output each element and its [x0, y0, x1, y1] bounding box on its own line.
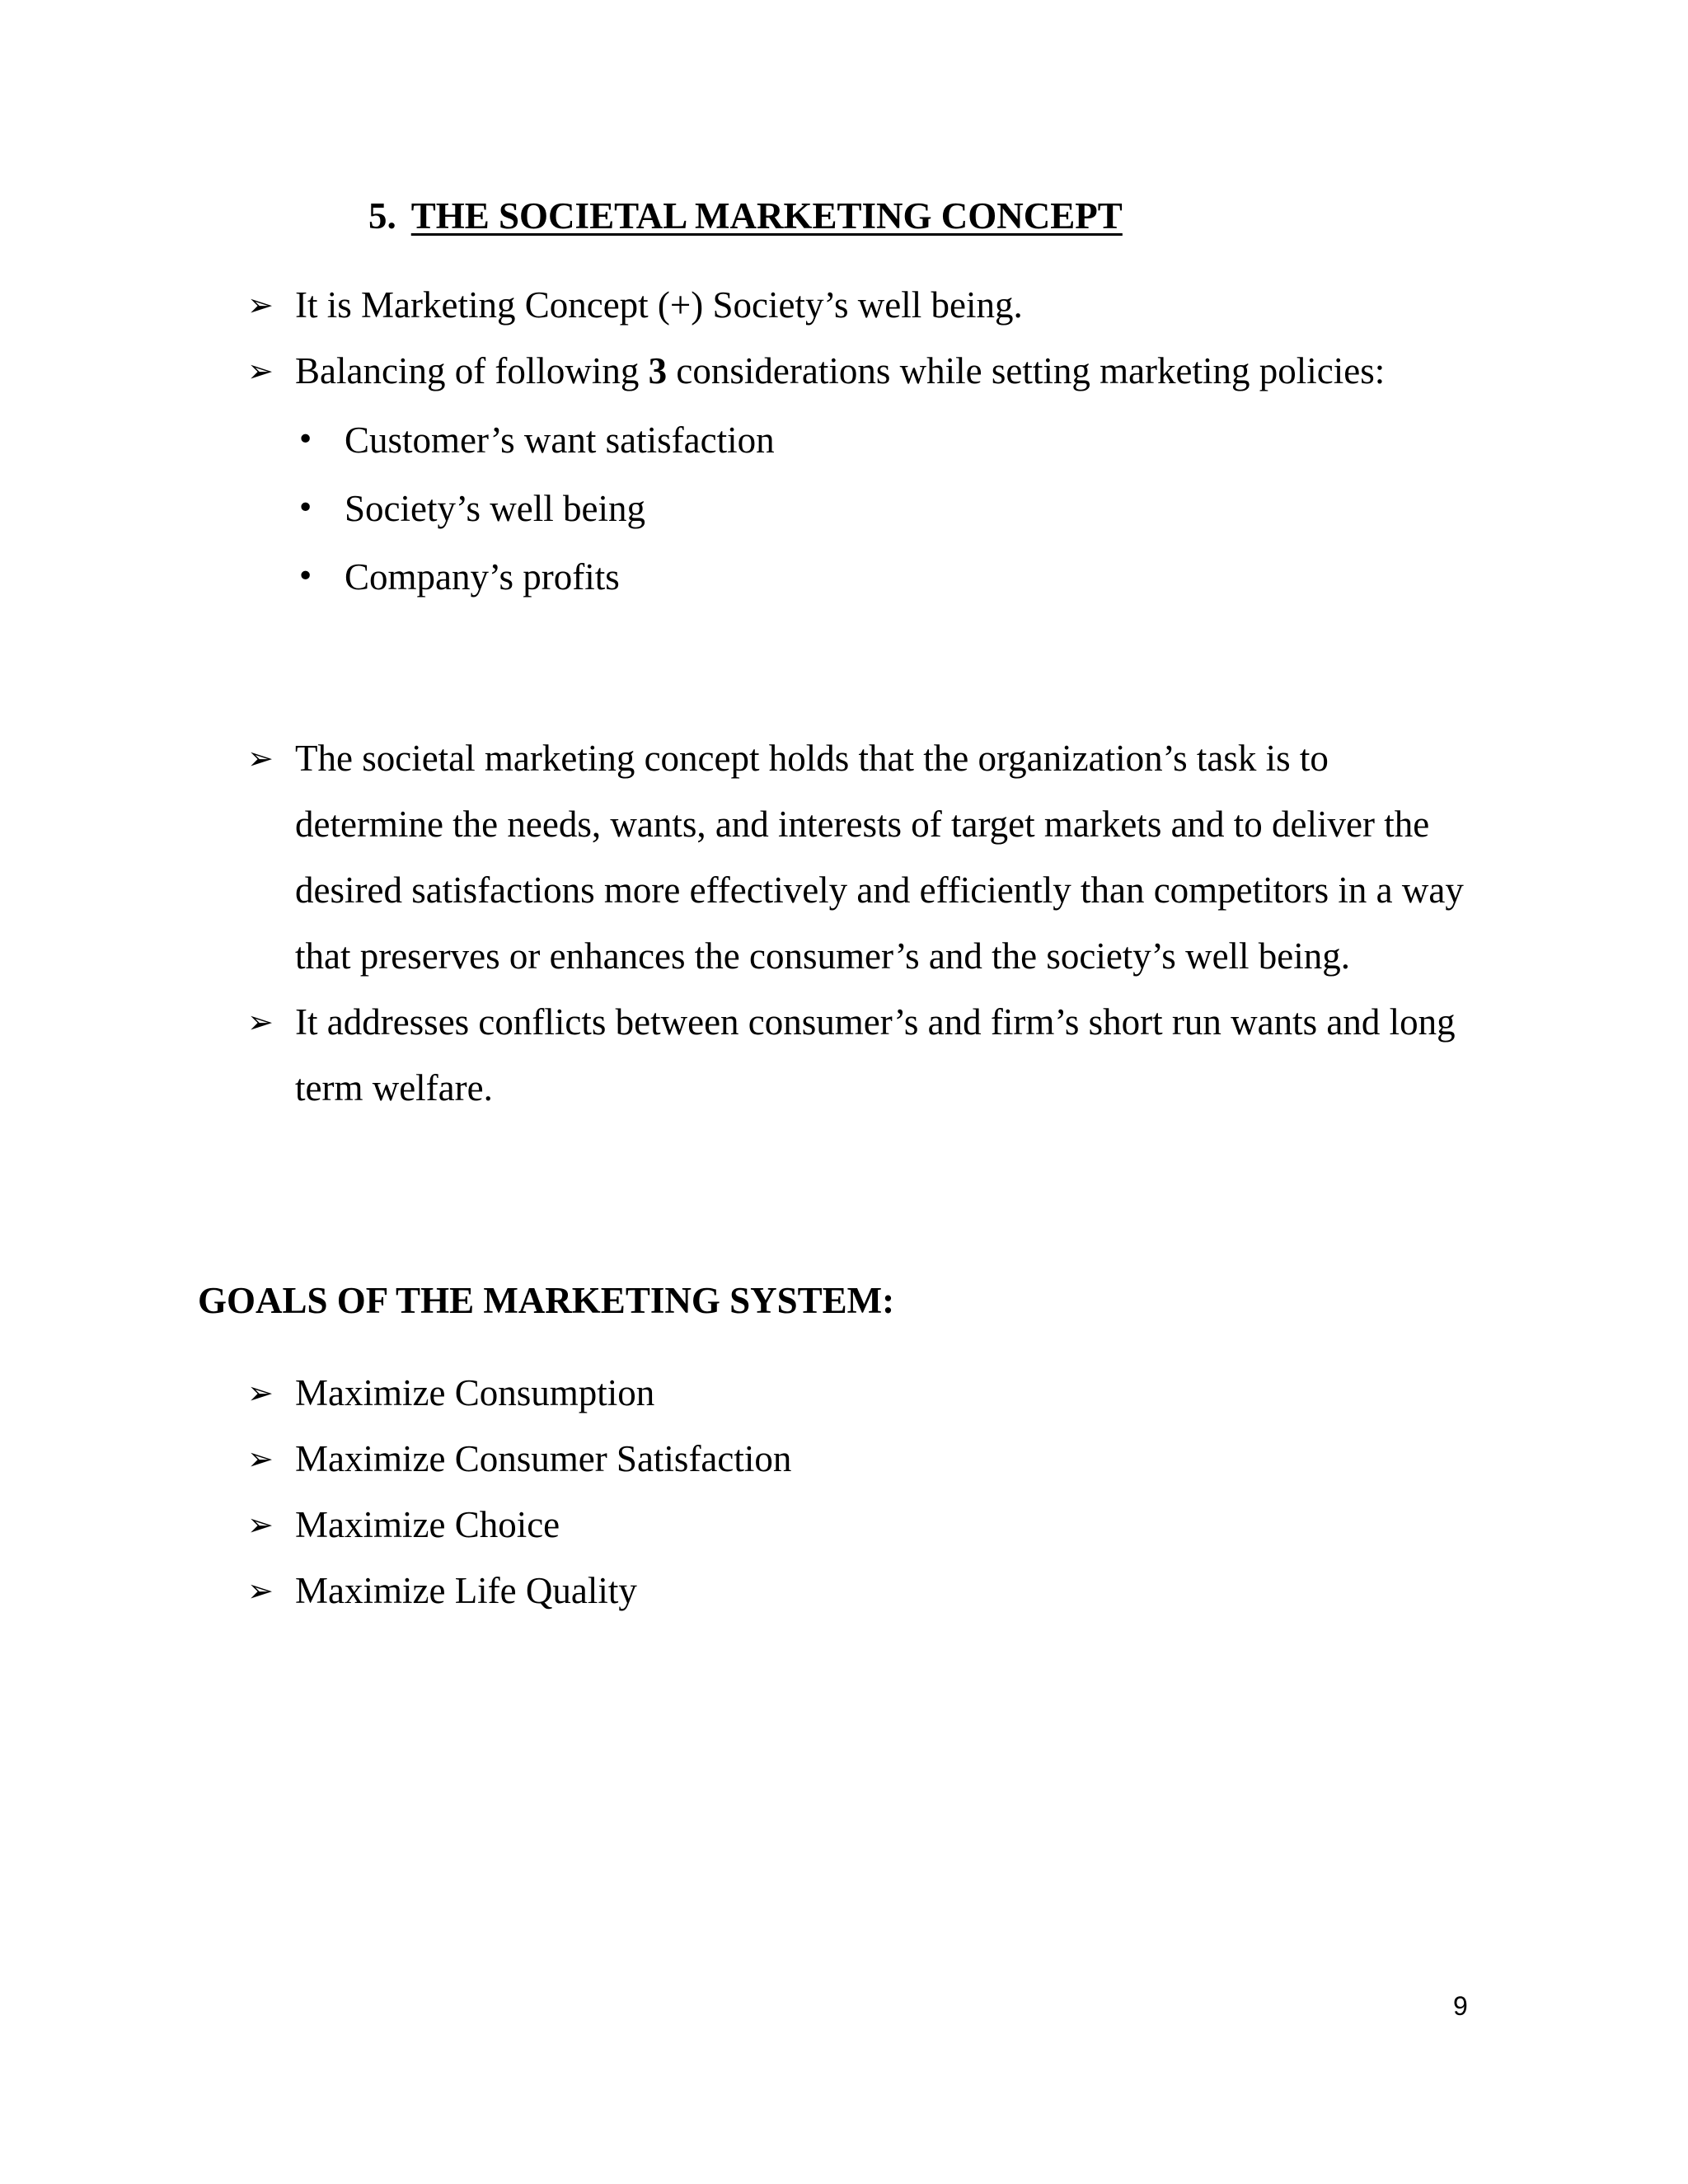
explanation-item [247, 989, 1484, 1121]
section-heading [368, 191, 1123, 241]
goal-item [247, 1558, 1484, 1624]
arrow-bullet-icon: ➢ [247, 1441, 274, 1477]
arrow-bullet-icon: ➢ [247, 1572, 274, 1609]
consideration-text: Society’s well being [345, 488, 645, 529]
goal-item [247, 1426, 1484, 1492]
explanation-text: The societal marketing concept holds that the organization’s task is to determine the needs, wants, and interests of target markets and to deliver the desired satisfactions more effectively and efficiently than competitors in a way that preserves or enhances the consumer’s and the society’s well being. [295, 738, 1464, 977]
goal-item [247, 1360, 1484, 1426]
arrow-bullet-icon: ➢ [247, 740, 274, 776]
goal-text: Maximize Choice [295, 1504, 560, 1545]
section-number: 5. [368, 195, 396, 237]
bullet-dot-icon: • [297, 423, 315, 457]
goal-text: Maximize Consumer Satisfaction [295, 1438, 792, 1479]
goal-item [247, 1492, 1484, 1558]
explanation-item [247, 725, 1484, 989]
goals-heading: GOALS OF THE MARKETING SYSTEM: [198, 1280, 895, 1321]
bullet-dot-icon: • [297, 560, 315, 593]
page-number: 9 [1453, 1991, 1468, 2021]
explanation-text: It addresses conflicts between consumer’s and firm’s short run wants and long term welfare. [295, 1001, 1456, 1108]
arrow-bullet-icon: ➢ [247, 1004, 274, 1040]
arrow-bullet-icon: ➢ [247, 287, 274, 323]
consideration-text: Company’s profits [345, 556, 620, 598]
point-text [295, 338, 1484, 404]
arrow-bullet-icon: ➢ [247, 1375, 274, 1411]
goal-text: Maximize Life Quality [295, 1570, 637, 1611]
consideration-item [297, 476, 645, 541]
point-text-after: considerations while setting marketing policies: [667, 350, 1386, 391]
point-text-bold: 3 [648, 350, 668, 391]
goal-text: Maximize Consumption [295, 1372, 655, 1413]
point-item [247, 272, 1484, 338]
section-title: THE SOCIETAL MARKETING CONCEPT [410, 195, 1123, 237]
arrow-bullet-icon: ➢ [247, 1507, 274, 1543]
consideration-item [297, 407, 775, 473]
point-text: It is Marketing Concept (+) Society’s well being. [295, 284, 1023, 326]
arrow-bullet-icon: ➢ [247, 353, 274, 389]
point-item [247, 338, 1484, 404]
point-text-before: Balancing of following [295, 350, 649, 391]
bullet-dot-icon: • [297, 491, 315, 525]
consideration-item [297, 544, 620, 610]
consideration-text: Customer’s want satisfaction [345, 419, 775, 461]
